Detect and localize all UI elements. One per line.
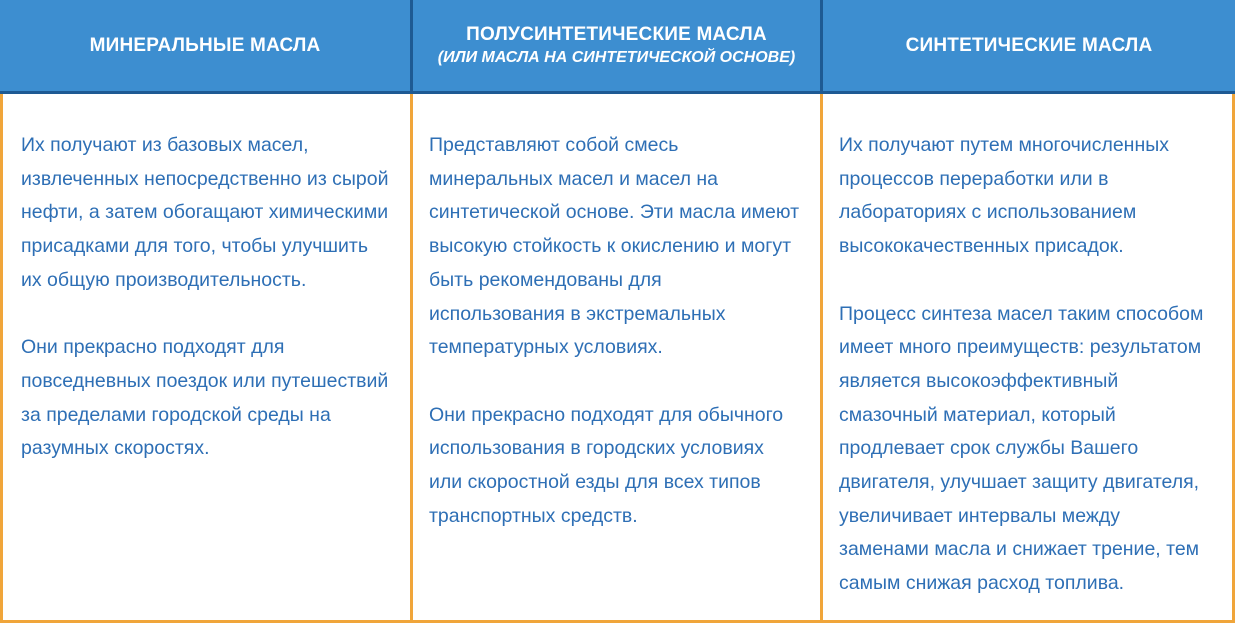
header-title: СИНТЕТИЧЕСКИЕ МАСЛА xyxy=(905,34,1153,56)
header-synthetic-oils xyxy=(823,0,1235,91)
cell-paragraph: Их получают путем многочисленных процессов переработки или в лабораториях с использованием высококачественных присадок. xyxy=(839,134,1169,258)
header-title: МИНЕРАЛЬНЫЕ МАСЛА xyxy=(89,34,321,56)
header-semi-synthetic-oils xyxy=(413,0,823,91)
cell-synthetic-oils xyxy=(823,94,1235,623)
cell-semi-synthetic-oils xyxy=(413,94,823,623)
table-header-row xyxy=(0,0,1235,94)
cell-paragraph: Они прекрасно подходят для обычного использования в городских условиях или скоростной езды для всех типов транспортных средств. xyxy=(429,403,784,527)
header-title: ПОЛУСИНТЕТИЧЕСКИЕ МАСЛА xyxy=(466,24,767,45)
cell-paragraph: Их получают из базовых масел, извлеченных непосредственно из сырой нефти, а затем обогащают химическими присадками для того, чтобы улучшить их общую производительность. xyxy=(21,134,389,291)
cell-paragraph: Они прекрасно подходят для повседневных поездок или путешествий за пределами городской среды на разумных скоростях. xyxy=(21,336,389,460)
header-mineral-oils xyxy=(0,0,413,91)
cell-paragraph: Процесс синтеза масел таким способом имеет много преимуществ: результатом является высокоэффективный смазочный материал, который продлевает срок службы Вашего двигателя, улучшает защиту двигателя, увеличивает интервалы между заменами масла и снижает трение, тем самым снижая расход топлива. xyxy=(839,302,1204,595)
header-subtitle: (ИЛИ МАСЛА НА СИНТЕТИЧЕСКОЙ ОСНОВЕ) xyxy=(437,49,796,66)
cell-paragraph: Представляют собой смесь минеральных масел и масел на синтетической основе. Эти масла имеют высокую стойкость к окислению и могут быть рекомендованы для использования в экстремальных температурных условиях. xyxy=(429,134,800,359)
cell-mineral-oils xyxy=(0,94,413,623)
table-body-row xyxy=(0,94,1235,623)
